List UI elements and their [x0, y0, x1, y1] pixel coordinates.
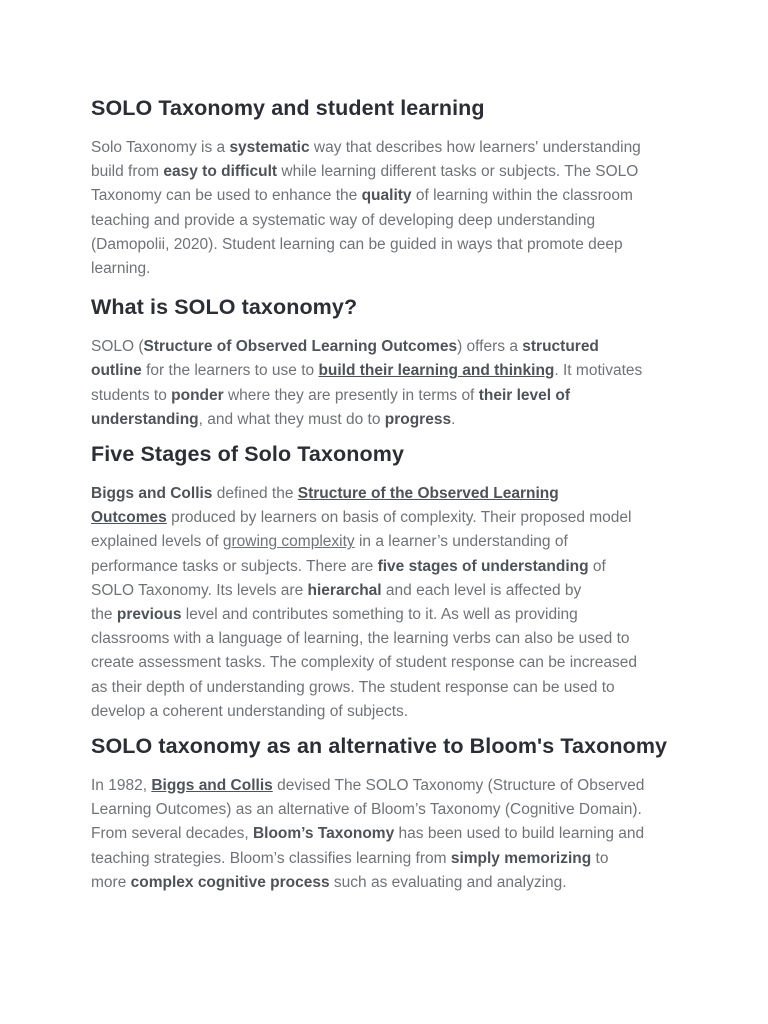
bold-text: Structure of Observed Learning Outcomes [143, 338, 458, 356]
text-run: performance tasks or subjects. There are [91, 557, 378, 575]
heading-solo-taxonomy-and-student-learning: SOLO Taxonomy and student learning [91, 96, 485, 120]
text-line [91, 822, 691, 846]
inline-link[interactable]: Outcomes [91, 509, 167, 527]
bold-text: simply memorizing [450, 849, 592, 867]
bold-text: structured [522, 338, 599, 356]
text-run: create assessment tasks. The complexity of student response can be increased [91, 654, 637, 672]
text-run: and each level is affected by [381, 581, 582, 599]
paragraph-solo-vs-bloom [91, 774, 691, 895]
text-line [91, 774, 691, 798]
text-line [91, 506, 691, 530]
bold-text: their level of [478, 386, 570, 404]
text-run: more [91, 873, 131, 891]
text-run: to [591, 849, 609, 867]
text-line [91, 871, 691, 895]
bold-text: previous [116, 606, 182, 624]
text-run: such as evaluating and analyzing. [329, 873, 567, 891]
text-line [91, 847, 691, 871]
inline-link[interactable]: growing complexity [222, 533, 355, 551]
bold-text: understanding [91, 410, 199, 428]
text-run: as their depth of understanding grows. The student response can be used to [91, 678, 615, 696]
paragraph-solo-intro [91, 136, 691, 281]
heading-five-stages: Five Stages of Solo Taxonomy [91, 442, 405, 467]
bold-text: Bloom’s Taxonomy [252, 825, 395, 843]
text-run: . [451, 410, 456, 428]
text-line [91, 408, 691, 432]
bold-text: systematic [229, 139, 310, 156]
inline-link[interactable]: Structure of the Observed Learning [297, 485, 559, 503]
text-run: . It motivates [554, 362, 643, 380]
bold-text: quality [361, 187, 412, 205]
bold-text: ponder [171, 386, 224, 404]
text-run: way that describes how learners' understanding [309, 139, 641, 156]
text-line [91, 209, 691, 233]
text-run: produced by learners on basis of complexity. Their proposed model [166, 509, 632, 527]
text-run: defined the [212, 485, 298, 503]
text-run: level and contributes something to it. As well as providing [181, 606, 578, 624]
document-body [91, 92, 691, 895]
text-line [91, 233, 691, 257]
paragraph-five-stages [91, 482, 691, 724]
text-line [91, 555, 691, 579]
text-run: devised The SOLO Taxonomy (Structure of Observed [272, 777, 645, 795]
bold-text: progress [384, 410, 452, 428]
inline-link[interactable]: build their learning and thinking [318, 362, 555, 380]
text-line [91, 603, 691, 627]
inline-link[interactable]: Biggs and Collis [151, 777, 273, 795]
text-line [91, 700, 691, 724]
text-run: of [588, 557, 606, 575]
bold-text: outline [91, 362, 142, 380]
bold-text: five stages of understanding [377, 557, 589, 575]
text-line [91, 676, 691, 700]
bold-text: Biggs and Collis [91, 485, 213, 503]
text-run: SOLO ( [91, 338, 144, 356]
text-run: SOLO Taxonomy. Its levels are [91, 581, 308, 599]
text-line [91, 482, 691, 506]
text-run: , and what they must do to [198, 410, 385, 428]
text-line [91, 257, 691, 281]
text-run: develop a coherent understanding of subjects. [91, 702, 409, 720]
text-run: explained levels of [91, 533, 223, 551]
text-run: (Damopolii, 2020). Student learning can be guided in ways that promote deep [91, 235, 623, 253]
heading-solo-vs-bloom: SOLO taxonomy as an alternative to Bloom's Taxonomy [91, 734, 668, 759]
text-run: classrooms with a language of learning, the learning verbs can also be used to [91, 630, 630, 648]
bold-text: complex cognitive process [130, 873, 330, 891]
text-line [91, 627, 691, 651]
text-run: Taxonomy can be used to enhance the [91, 187, 362, 205]
text-run: teaching and provide a systematic way of developing deep understanding [91, 211, 596, 229]
text-line [91, 184, 691, 208]
text-run: From several decades, [91, 825, 253, 843]
text-line [91, 798, 691, 822]
text-run: In 1982, [91, 777, 152, 795]
text-run: ) offers a [457, 338, 523, 356]
text-line [91, 136, 691, 160]
text-line [91, 579, 691, 603]
text-run: learning. [91, 260, 151, 278]
text-run: has been used to build learning and [394, 825, 645, 843]
text-run: build from [91, 163, 164, 181]
text-run: the [91, 606, 117, 624]
text-line [91, 530, 691, 554]
text-run: of learning within the classroom [411, 187, 633, 205]
text-run: for the learners to use to [141, 362, 319, 380]
bold-text: easy to difficult [163, 163, 278, 181]
paragraph-what-is-solo [91, 335, 691, 432]
text-run: where they are presently in terms of [223, 386, 479, 404]
text-line [91, 384, 691, 408]
text-line [91, 160, 691, 184]
heading-what-is-solo-taxonomy: What is SOLO taxonomy? [91, 295, 358, 320]
text-line [91, 651, 691, 675]
text-run: Solo Taxonomy is a [91, 139, 230, 156]
text-run: Learning Outcomes) as an alternative of Bloom’s Taxonomy (Cognitive Domain). [91, 801, 642, 819]
bold-text: hierarchal [307, 581, 382, 599]
text-run: while learning different tasks or subjects. The SOLO [277, 163, 639, 181]
text-run: in a learner’s understanding of [354, 533, 568, 551]
text-run: teaching strategies. Bloom’s classifies learning from [91, 849, 451, 867]
text-line [91, 359, 691, 383]
text-run: students to [91, 386, 172, 404]
text-line [91, 335, 691, 359]
